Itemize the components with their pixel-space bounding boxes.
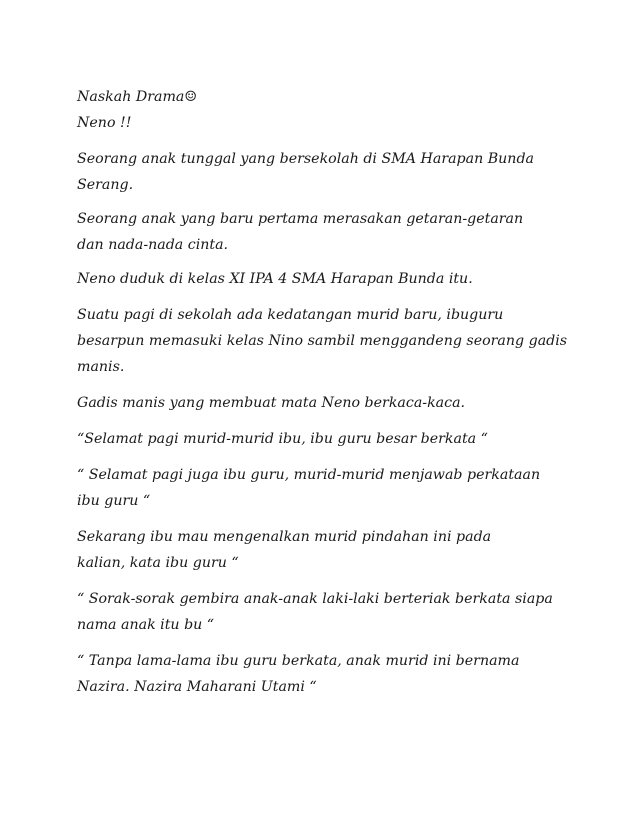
paragraph-line: “Selamat pagi murid-murid ibu, ibu guru besar berkata “ bbox=[77, 431, 488, 447]
paragraph-line: Sekarang ibu mau mengenalkan murid pindahan ini pada bbox=[77, 529, 492, 545]
paragraph-line: manis. bbox=[77, 359, 125, 375]
paragraph-line: Nazira. Nazira Maharani Utami “ bbox=[77, 679, 317, 695]
document-title: Naskah Drama☺ bbox=[77, 89, 198, 105]
paragraph-line: “ Tanpa lama-lama ibu guru berkata, anak murid ini bernama bbox=[77, 653, 520, 669]
paragraph-line: Neno !! bbox=[77, 115, 132, 131]
paragraph-line: Seorang anak yang baru pertama merasakan getaran-getaran bbox=[77, 211, 524, 227]
paragraph-line: nama anak itu bu “ bbox=[77, 617, 215, 633]
paragraph-line: Serang. bbox=[77, 177, 134, 193]
paragraph-line: “ Selamat pagi juga ibu guru, murid-murid menjawab perkataan bbox=[77, 467, 541, 483]
paragraph-line: besarpun memasuki kelas Nino sambil menggandeng seorang gadis bbox=[77, 333, 568, 349]
paragraph-line: dan nada-nada cinta. bbox=[77, 237, 229, 253]
paragraph-line: Seorang anak tunggal yang bersekolah di SMA Harapan Bunda bbox=[77, 151, 534, 167]
paragraph-line: Suatu pagi di sekolah ada kedatangan murid baru, ibuguru bbox=[77, 307, 504, 323]
paragraph-line: ibu guru “ bbox=[77, 493, 151, 509]
paragraph-line: Neno duduk di kelas XI IPA 4 SMA Harapan Bunda itu. bbox=[77, 271, 473, 287]
paragraph-line: Gadis manis yang membuat mata Neno berkaca-kaca. bbox=[77, 395, 466, 411]
paragraph-line: kalian, kata ibu guru “ bbox=[77, 555, 239, 571]
paragraph-line: “ Sorak-sorak gembira anak-anak laki-laki berteriak berkata siapa bbox=[77, 591, 553, 607]
